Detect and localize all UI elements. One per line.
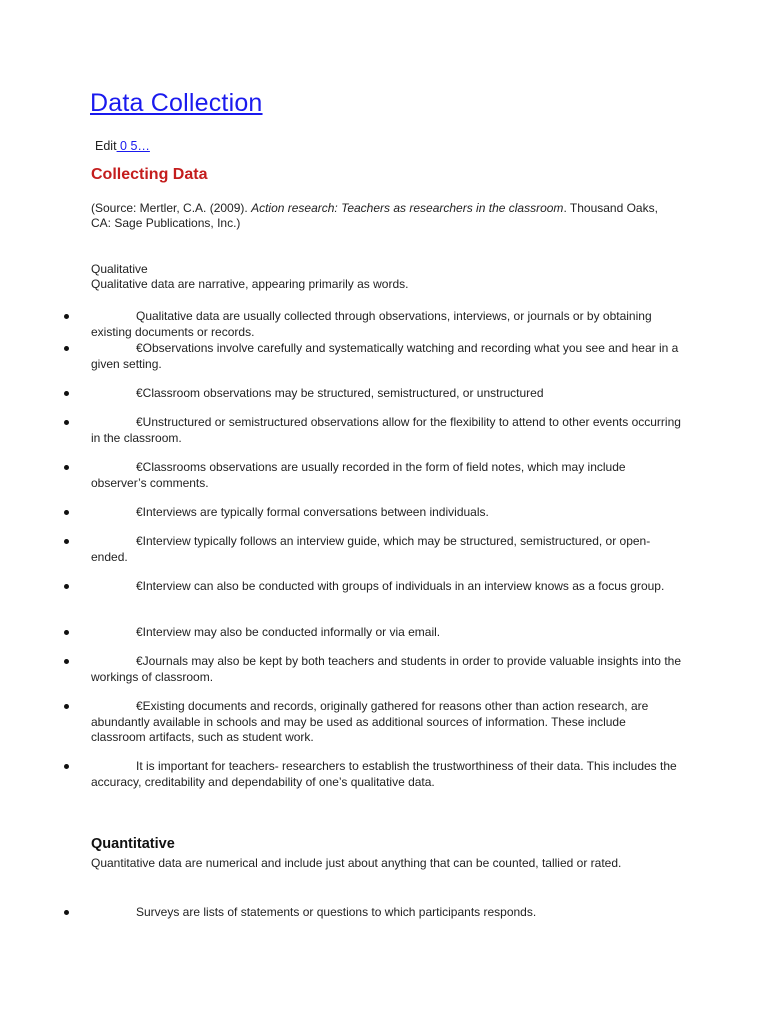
list-item-text: €Interview may also be conducted informally or via email. [136, 625, 441, 639]
list-item [91, 505, 681, 521]
list-item-text: €Unstructured or semistructured observations allow for the flexibility to attend to other events occurring in the classroom. [91, 415, 681, 445]
list-item [91, 415, 681, 446]
list-item-text: €Journals may also be kept by both teachers and students in order to provide valuable insights into the workings of classroom. [91, 654, 681, 684]
bullet-dot [64, 465, 69, 470]
page-title[interactable]: Data Collection [90, 89, 263, 117]
source-suffix: . Thousand Oaks, CA: Sage Publications, Inc.) [91, 201, 658, 230]
quantitative-description: Quantitative data are numerical and include just about anything that can be counted, tallied or rated. [91, 856, 622, 870]
bullet-dot [64, 539, 69, 544]
list-item [91, 341, 681, 372]
source-citation [91, 201, 671, 231]
list-item-text: €Interview can also be conducted with groups of individuals in an interview knows as a focus group. [136, 579, 665, 593]
list-item-text: Surveys are lists of statements or questions to which participants responds. [136, 905, 537, 919]
list-item [91, 386, 681, 402]
list-item-text: Qualitative data are usually collected through observations, interviews, or journals or by obtaining existing documents or records. [91, 309, 652, 339]
bullet-dot [64, 659, 69, 664]
list-item [91, 699, 681, 746]
bullet-dot [64, 630, 69, 635]
bullet-dot [64, 764, 69, 769]
quantitative-heading: Quantitative [91, 836, 175, 852]
bullet-dot [64, 584, 69, 589]
source-book-title: Action research: Teachers as researchers in the classroom [251, 201, 564, 215]
bullet-dot [64, 420, 69, 425]
list-item [91, 534, 681, 565]
bullet-dot [64, 910, 69, 915]
list-item-text: €Interview typically follows an interview guide, which may be structured, semistructured, or open-ended. [91, 534, 651, 564]
bullet-dot [64, 704, 69, 709]
edit-line [95, 139, 150, 153]
list-item [91, 759, 681, 790]
list-item [91, 905, 681, 921]
list-item [91, 460, 681, 491]
list-item-text: It is important for teachers- researchers to establish the trustworthiness of their data. This includes the accuracy, creditability and dependability of one’s qualitative data. [91, 759, 677, 789]
bullet-dot [64, 391, 69, 396]
qualitative-heading: Qualitative [91, 262, 148, 276]
edit-label[interactable]: Edit [95, 139, 117, 153]
list-item-text: €Observations involve carefully and systematically watching and recording what you see and hear in a given setting. [91, 341, 679, 371]
bullet-dot [64, 510, 69, 515]
bullet-dot [64, 314, 69, 319]
qualitative-description: Qualitative data are narrative, appearing primarily as words. [91, 277, 409, 291]
list-item [91, 625, 681, 641]
bullet-dot [64, 346, 69, 351]
list-item [91, 309, 681, 340]
list-item [91, 654, 681, 685]
list-item-text: €Classroom observations may be structured, semistructured, or unstructured [136, 386, 544, 400]
edit-count-link[interactable]: 0 5… [116, 139, 150, 153]
list-item-text: €Classrooms observations are usually recorded in the form of field notes, which may include observer’s comments. [91, 460, 626, 490]
list-item [91, 579, 681, 595]
list-item-text: €Existing documents and records, originally gathered for reasons other than action research, are abundantly available in schools and may be used as additional sources of information. These include classroom artifacts, such as student work. [91, 699, 649, 744]
source-prefix: (Source: Mertler, C.A. (2009). [91, 201, 252, 215]
section-title: Collecting Data [91, 166, 208, 183]
list-item-text: €Interviews are typically formal conversations between individuals. [136, 505, 489, 519]
